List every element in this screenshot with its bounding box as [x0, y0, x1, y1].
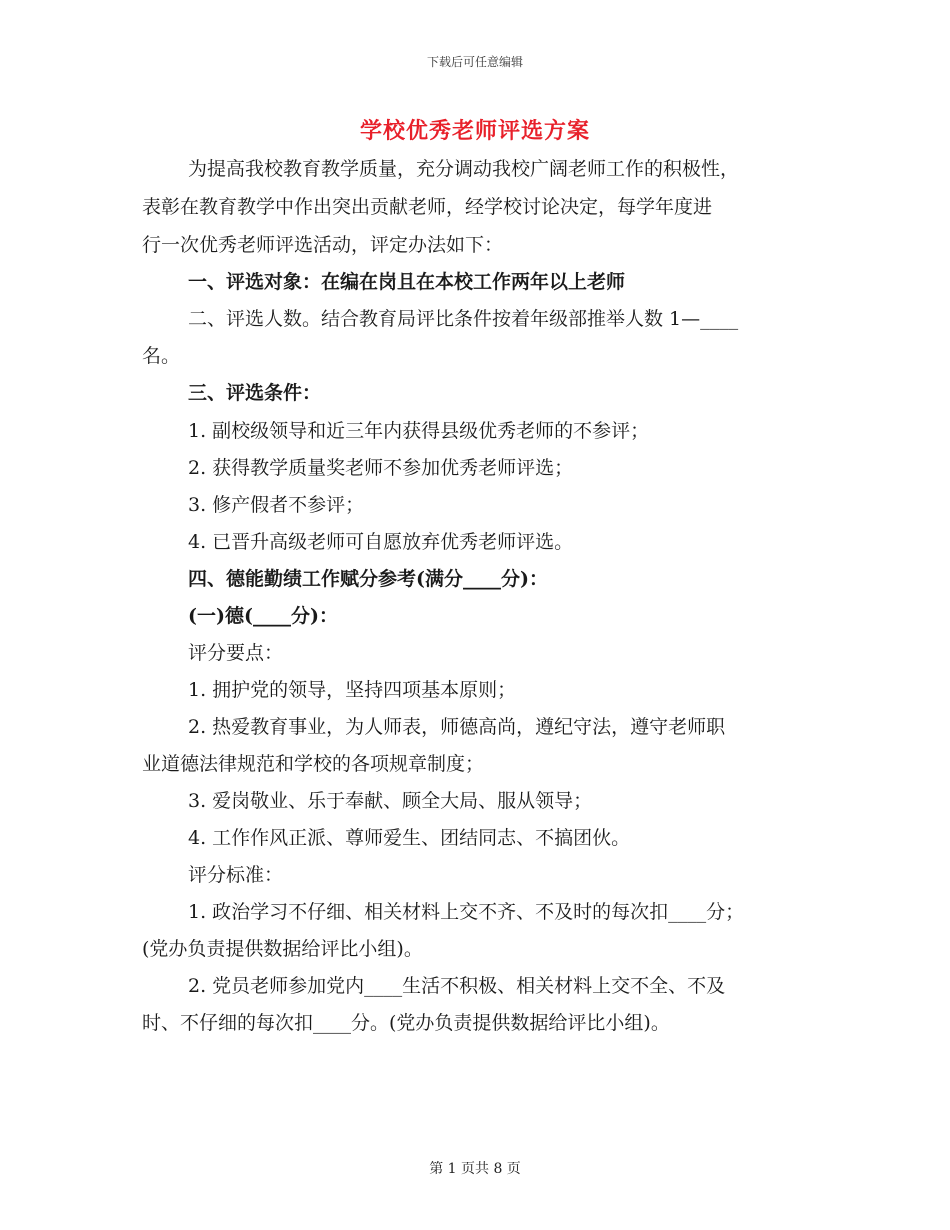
list-item: 2. 热爱教育事业，为人师表，师德高尚，遵纪守法，遵守老师职 — [188, 716, 726, 738]
list-item: 1. 拥护党的领导，坚持四项基本原则； — [188, 679, 517, 701]
list-item: 4. 工作作风正派、尊师爱生、团结同志、不搞团伙。 — [188, 827, 631, 849]
paragraph-line: 为提高我校教育教学质量，充分调动我校广阔老师工作的积极性， — [188, 158, 740, 180]
section-heading: 四、德能勤绩工作赋分参考(满分____分)： — [188, 568, 548, 590]
paragraph-line: 业道德法律规范和学校的各项规章制度； — [142, 753, 485, 775]
header-note: 下载后可任意编辑 — [426, 55, 523, 69]
paragraph-line: 行一次优秀老师评选活动，评定办法如下： — [142, 234, 504, 256]
section-heading: 三、评选条件： — [188, 382, 322, 404]
list-item: 3. 修产假者不参评； — [188, 494, 365, 516]
list-item: 4. 已晋升高级老师可自愿放弃优秀老师评选。 — [188, 531, 574, 553]
paragraph-line: 名。 — [142, 345, 181, 367]
page-number: 第 1 页共 8 页 — [429, 1161, 521, 1177]
list-item: 1. 副校级领导和近三年内获得县级优秀老师的不参评； — [188, 420, 650, 442]
paragraph-line: 评分要点： — [188, 642, 284, 664]
paragraph-line: 二、评选人数。结合教育局评比条件按着年级部推举人数 1—____ — [188, 308, 739, 330]
paragraph-line: (党办负责提供数据给评比小组)。 — [142, 938, 423, 960]
document-title: 学校优秀老师评选方案 — [359, 118, 590, 144]
list-item: 1. 政治学习不仔细、相关材料上交不齐、不及时的每次扣____分； — [188, 901, 745, 923]
section-heading: 一、评选对象：在编在岗且在本校工作两年以上老师 — [188, 271, 626, 293]
list-item: 3. 爱岗敬业、乐于奉献、顾全大局、服从领导； — [188, 790, 593, 812]
subsection-heading: (一)德(____分)： — [188, 605, 338, 627]
paragraph-line: 表彰在教育教学中作出突出贡献老师，经学校讨论决定，每学年度进 — [142, 196, 713, 218]
list-item: 2. 获得教学质量奖老师不参加优秀老师评选； — [188, 457, 574, 479]
paragraph-line: 时、不仔细的每次扣____分。(党办负责提供数据给评比小组)。 — [142, 1012, 670, 1034]
list-item: 2. 党员老师参加党内____生活不积极、相关材料上交不全、不及 — [188, 975, 726, 997]
paragraph-line: 评分标准： — [188, 864, 284, 886]
